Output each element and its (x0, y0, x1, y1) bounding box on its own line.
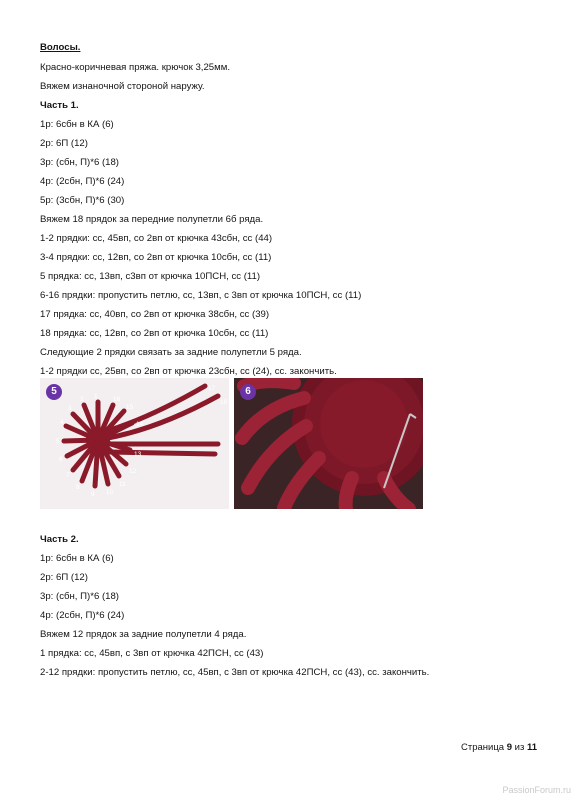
svg-text:8: 8 (76, 484, 80, 491)
part2-title: Часть 2. (40, 534, 79, 545)
photo-step-6 (234, 378, 423, 509)
part2-row-3: 3р: (сбн, П)*6 (18) (40, 591, 120, 602)
part1-strand-18: 18 прядка: сс, 12вп, со 2вп от крючка 10сбн, сс (11) (40, 328, 269, 339)
svg-text:17: 17 (208, 385, 216, 392)
part2-row-2: 2р: 6П (12) (40, 572, 88, 583)
part1-row-5: 5р: (3сбн, П)*6 (30) (40, 195, 125, 206)
part1-strand-6-16: 6-16 прядки: пропустить петлю, сс, 13вп, с 3вп от крючка 10ПСН, сс (11) (40, 290, 362, 301)
svg-text:3: 3 (68, 405, 72, 412)
intro-yarn: Красно-коричневая пряжа. крючок 3,25мм. (40, 62, 230, 73)
part2-row-1: 1р: 6сбн в КА (6) (40, 553, 114, 564)
svg-text:9: 9 (91, 491, 95, 498)
part2-strand-1: 1 прядка: сс, 45вп, с 3вп от крючка 42ПСН, сс (43) (40, 648, 264, 659)
svg-text:6: 6 (59, 456, 63, 463)
current-page: 9 (506, 742, 512, 753)
svg-text:2: 2 (80, 396, 84, 403)
part2-row-4: 4р: (2сбн, П)*6 (24) (40, 610, 125, 621)
part1-row-1: 1р: 6сбн в КА (6) (40, 119, 114, 130)
svg-text:11: 11 (119, 481, 126, 488)
page-separator: из (512, 742, 527, 753)
total-pages: 11 (526, 742, 537, 753)
part1-strands-intro: Вяжем 18 прядок за передние полупетли 6б ряда. (40, 214, 264, 225)
part1-strand-17: 17 прядка: сс, 40вп, со 2вп от крючка 38сбн, сс (39) (40, 309, 270, 320)
svg-text:12: 12 (129, 468, 137, 475)
svg-text:15: 15 (126, 404, 134, 411)
site-watermark: PassionForum.ru (502, 785, 571, 795)
part1-row-3: 3р: (сбн, П)*6 (18) (40, 157, 120, 168)
part1-strand-5: 5 прядка: сс, 13вп, с3вп от крючка 10ПСН, сс (11) (40, 271, 261, 282)
page-prefix: Страница (461, 742, 507, 753)
strands-flat-illustration (40, 378, 229, 509)
svg-text:7: 7 (66, 472, 70, 479)
part1-next-strands: Следующие 2 прядки связать за задние полупетли 5 ряда. (40, 347, 302, 358)
svg-text:1: 1 (94, 393, 98, 400)
step-badge-5: 5 (46, 384, 62, 400)
svg-text:13: 13 (134, 451, 142, 458)
svg-text:5: 5 (56, 438, 60, 445)
photo-step-5 (40, 378, 229, 509)
svg-text:14: 14 (136, 421, 144, 428)
part2-strand-2-12: 2-12 прядки: пропустить петлю, сс, 45вп, с 3вп от крючка 42ПСН, сс (43), сс. закончить. (40, 667, 430, 678)
intro-side: Вяжем изнаночной стороной наружу. (40, 81, 205, 92)
part1-title: Часть 1. (40, 100, 79, 111)
svg-text:10: 10 (106, 489, 114, 496)
step-badge-6: 6 (240, 384, 256, 400)
section-title: Волосы. (40, 42, 81, 53)
svg-text:4: 4 (60, 419, 64, 426)
part1-strand-1-2: 1-2 прядки: сс, 45вп, со 2вп от крючка 43сбн, сс (44) (40, 233, 273, 244)
svg-text:18: 18 (220, 399, 228, 406)
part1-strand-3-4: 3-4 прядки: сс, 12вп, со 2вп от крючка 10сбн, сс (11) (40, 252, 272, 263)
part2-strands-intro: Вяжем 12 прядок за задние полупетли 4 ряда. (40, 629, 247, 640)
part1-row-4: 4р: (2сбн, П)*6 (24) (40, 176, 125, 187)
part1-row-2: 2р: 6П (12) (40, 138, 88, 149)
svg-text:16: 16 (113, 396, 121, 403)
crochet-closeup-illustration (234, 378, 423, 509)
part1-last-strands: 1-2 прядки сс, 25вп, со 2вп от крючка 23сбн, сс (24), сс. закончить. (40, 366, 337, 377)
page-number (461, 742, 537, 753)
